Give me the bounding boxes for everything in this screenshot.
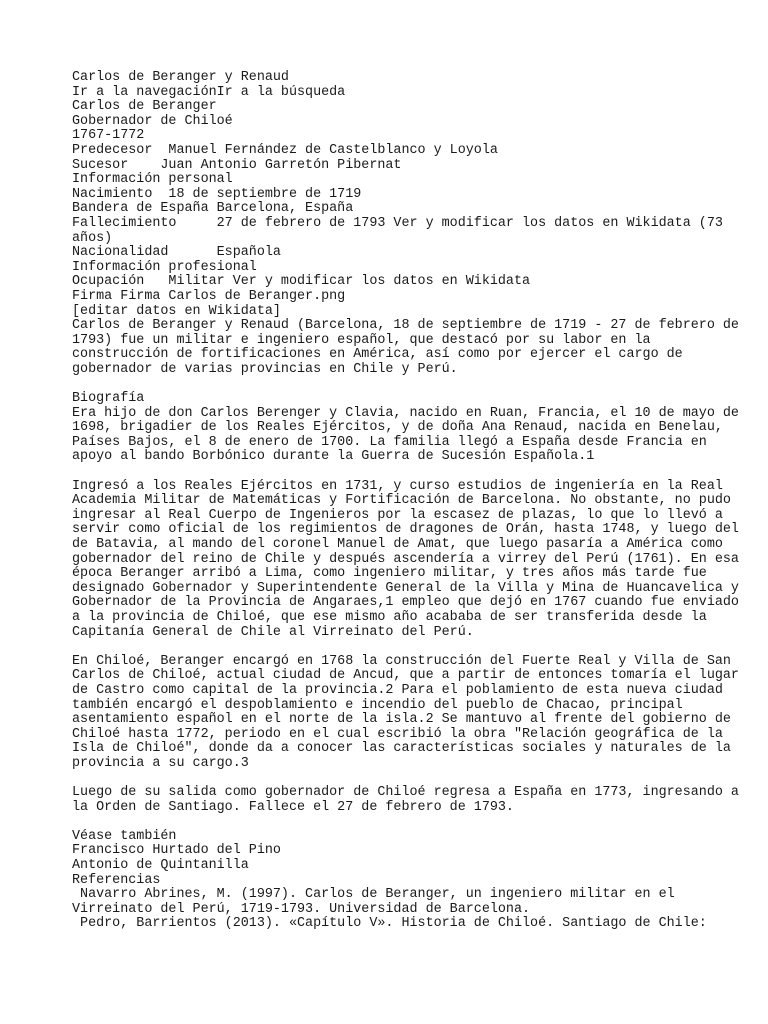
paragraph-line: Chiloé hasta 1772, periodo en el cual escribió la obra "Relación geográfica de la <box>72 726 723 742</box>
reference-line: Pedro, Barrientos (2013). «Capítulo V». Historia de Chiloé. Santiago de Chile: <box>72 916 707 932</box>
paragraph-line: Luego de su salida como gobernador de Chiloé regresa a España en 1773, ingresando a <box>72 785 739 801</box>
paragraph-line: Capitanía General de Chile al Virreinato del Perú. <box>72 624 474 640</box>
section-heading-biografia: Biografía <box>72 391 145 407</box>
paragraph-line: Ingresó a los Reales Ejércitos en 1731, y curso estudios de ingeniería en la Real <box>72 478 723 494</box>
reference-line: Navarro Abrines, M. (1997). Carlos de Beranger, un ingeniero militar en el <box>72 887 675 903</box>
infobox-name: Carlos de Beranger <box>72 99 217 115</box>
infobox-section-professional: Información profesional <box>72 259 257 275</box>
document-page <box>72 70 739 932</box>
blank-line <box>72 815 712 830</box>
see-also-link[interactable]: Francisco Hurtado del Pino <box>72 843 281 859</box>
paragraph-line: gobernador del reino de Chile y después ascendería a virrey del Perú (1761). En esa <box>72 551 739 567</box>
see-also-link[interactable]: Antonio de Quintanilla <box>72 858 249 874</box>
paragraph-line: apoyo al bando Borbónico durante la Guerra de Sucesión Española.1 <box>72 449 595 465</box>
blank-line <box>72 640 712 655</box>
edit-wikidata-link[interactable]: [editar datos en Wikidata] <box>72 303 281 319</box>
paragraph-line: designado Gobernador y Superintendente General de la Villa y Mina de Huancavelica y <box>72 580 739 596</box>
infobox-nationality: Nacionalidad Española <box>72 245 281 261</box>
skip-links[interactable]: Ir a la navegaciónIr a la búsqueda <box>72 84 346 100</box>
reference-line: Virreinato del Perú, 1719-1793. Universidad de Barcelona. <box>72 901 531 917</box>
paragraph-line: también encargó el despoblamiento e incendio del pueblo de Chacao, principal <box>72 697 683 713</box>
infobox-and-intro <box>72 70 739 377</box>
see-also-and-references <box>72 830 712 932</box>
blank-line <box>72 377 712 392</box>
paragraph-line: de Castro como capital de la provincia.2 Para el poblamiento de esta nueva ciudad <box>72 682 723 698</box>
infobox-office: Gobernador de Chiloé <box>72 113 233 129</box>
paragraph-line: ingresar al Real Cuerpo de Ingenieros por la escasez de plazas, lo que lo llevó a <box>72 507 723 523</box>
paragraph-3 <box>72 653 739 772</box>
paragraph-line: Gobernador de la Provincia de Angaraes,1 empleo que dejó en 1767 cuando fue enviado <box>72 595 739 611</box>
paragraph-line: En Chiloé, Beranger encargó en 1768 la construcción del Fuerte Real y Villa de San <box>72 653 731 669</box>
blank-line <box>72 465 712 480</box>
infobox-term: 1767-1772 <box>72 128 145 144</box>
intro-line: Carlos de Beranger y Renaud (Barcelona, 18 de septiembre de 1719 - 27 de febrero de <box>72 318 739 334</box>
infobox-death: Fallecimiento 27 de febrero de 1793 Ver y modificar los datos en Wikidata (73 <box>72 215 723 231</box>
infobox-section-personal: Información personal <box>72 172 233 188</box>
intro-line: construcción de fortificaciones en América, así como por ejercer el cargo de <box>72 347 683 363</box>
paragraph-line: 1698, brigadier de los Reales Ejércitos, y de doña Ana Renaud, nacida en Benelau, <box>72 420 723 436</box>
paragraph-line: servir como oficial de los regimientos de dragones de Orán, hasta 1748, y luego del <box>72 522 739 538</box>
infobox-birthplace: Bandera de España Barcelona, España <box>72 201 354 217</box>
section-heading-references: Referencias <box>72 872 161 888</box>
infobox-death-age: años) <box>72 230 113 246</box>
paragraph-line: asentamiento español en el norte de la isla.2 Se mantuvo al frente del gobierno de <box>72 712 731 728</box>
paragraph-line: Isla de Chiloé", donde da a conocer las características sociales y naturales de la <box>72 741 731 757</box>
paragraph-line: Academia Militar de Matemáticas y Fortificación de Barcelona. No obstante, no pudo <box>72 493 731 509</box>
article-title: Carlos de Beranger y Renaud <box>72 70 289 85</box>
paragraph-line: Países Bajos, el 8 de enero de 1700. La familia llegó a España desde Francia en <box>72 434 707 450</box>
blank-line <box>72 772 712 787</box>
paragraph-line: Carlos de Chiloé, actual ciudad de Ancud, que a partir de entonces tomaría el lugar <box>72 668 739 684</box>
paragraph-1 <box>72 405 739 465</box>
paragraph-2 <box>72 478 739 641</box>
paragraph-line: Era hijo de don Carlos Berenger y Clavia, nacido en Ruan, Francia, el 10 de mayo de <box>72 405 739 421</box>
paragraph-line: época Beranger arribó a Lima, como ingeniero militar, y tres años más tarde fue <box>72 566 707 582</box>
section-heading-see-also: Véase también <box>72 828 177 844</box>
infobox-predecessor: Predecesor Manuel Fernández de Castelblanco y Loyola <box>72 142 498 158</box>
infobox-occupation: Ocupación Militar Ver y modificar los datos en Wikidata <box>72 274 531 290</box>
infobox-successor: Sucesor Juan Antonio Garretón Pibernat <box>72 157 402 173</box>
infobox-signature: Firma Firma Carlos de Beranger.png <box>72 288 346 304</box>
paragraph-4 <box>72 785 739 815</box>
paragraph-line: provincia a su cargo.3 <box>72 755 249 771</box>
paragraph-line: de Batavia, al mando del coronel Manuel de Amat, que luego pasaría a América como <box>72 537 723 552</box>
paragraph-line: a la provincia de Chiloé, que ese mismo año acababa de ser transferida desde la <box>72 609 707 625</box>
paragraph-line: la Orden de Santiago. Fallece el 27 de febrero de 1793. <box>72 799 514 815</box>
intro-line: gobernador de varias provincias en Chile y Perú. <box>72 361 458 377</box>
intro-line: 1793) fue un militar e ingeniero español, que destacó por su labor en la <box>72 332 651 348</box>
infobox-birth: Nacimiento 18 de septiembre de 1719 <box>72 186 362 202</box>
